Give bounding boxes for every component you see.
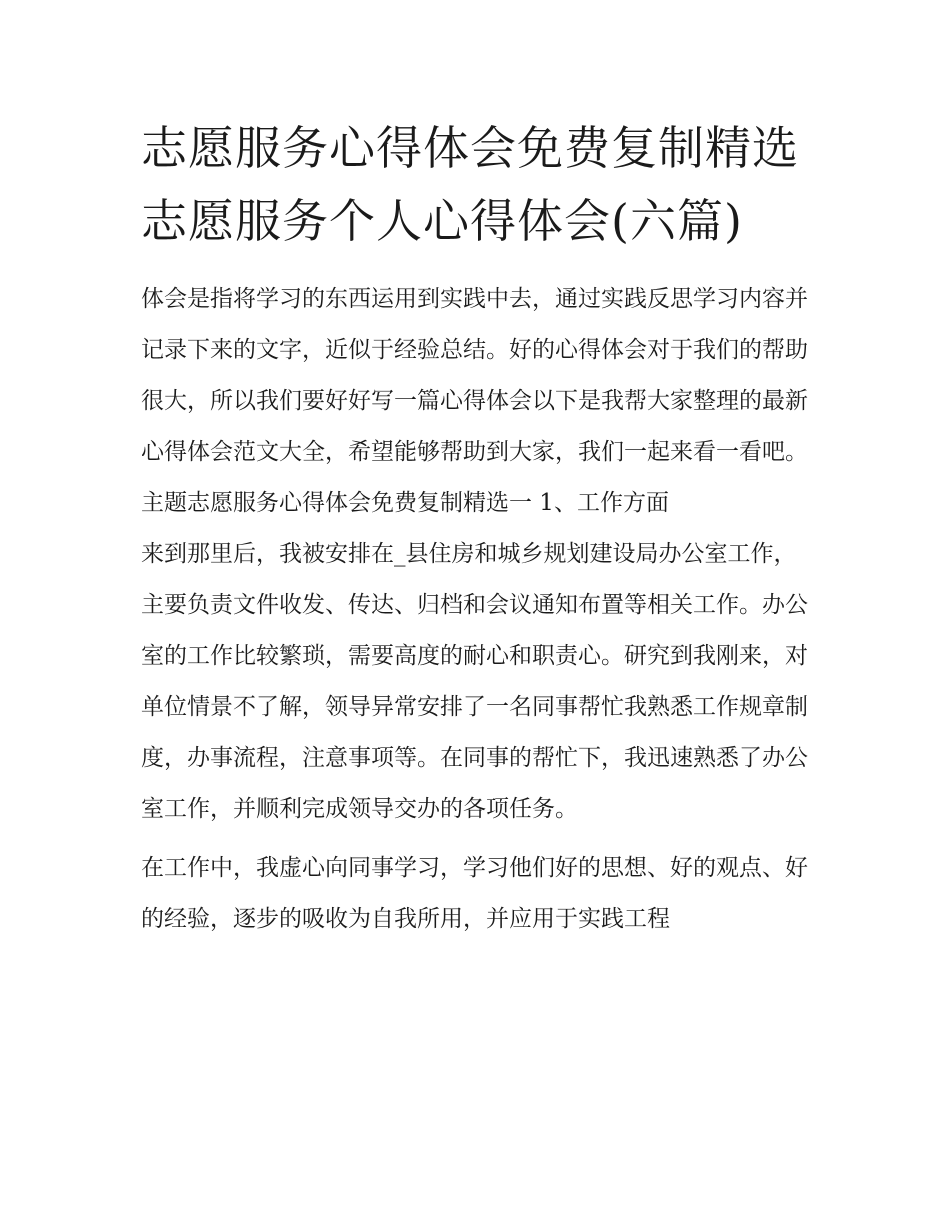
- document-body: [141, 112, 813, 945]
- body-paragraph-2: 在工作中，我虚心向同事学习，学习他们好的思想、好的观点、好的经验，逐步的吸收为自我所用，并应用于实践工程: [141, 855, 808, 932]
- body-paragraph-1: 来到那里后，我被安排在_县住房和城乡规划建设局办公室工作，主要负责文件收发、传达、归档和会议通知布置等相关工作。办公室的工作比较繁琐，需要高度的耐心和职责心。研究到我刚来，对单位情景不了解，领导异常安排了一名同事帮忙我熟悉工作规章制度，办事流程，注意事项等。在同事的帮忙下，我迅速熟悉了办公室工作，并顺利完成领导交办的各项任务。: [141, 541, 808, 822]
- document-title: 志愿服务心得体会免费复制精选 志愿服务个人心得体会(六篇): [141, 121, 799, 248]
- section-heading: 主题志愿服务心得体会免费复制精选一 1、工作方面: [141, 490, 669, 516]
- intro-paragraph: 体会是指将学习的东西运用到实践中去，通过实践反思学习内容并记录下来的文字，近似于经验总结。好的心得体会对于我们的帮助很大，所以我们要好好写一篇心得体会以下是我帮大家整理的最新心得体会范文大全，希望能够帮助到大家，我们一起来看一看吧。: [141, 286, 808, 465]
